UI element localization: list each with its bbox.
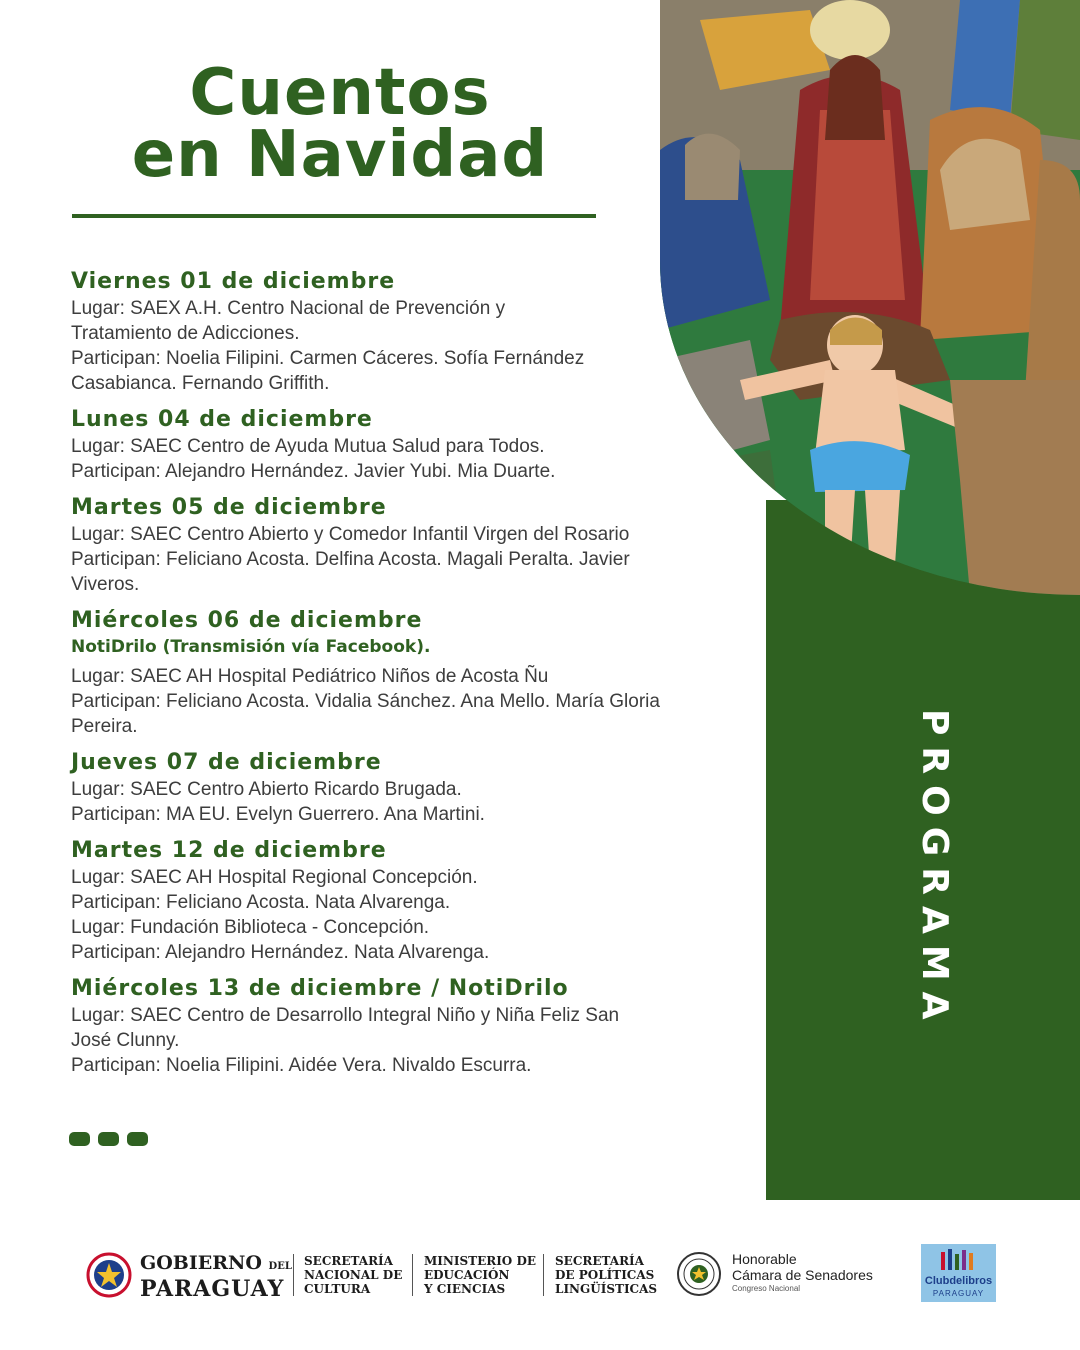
ministerio-educacion-logo — [424, 1254, 536, 1296]
secretaria-cultura-logo — [304, 1254, 402, 1296]
logo-separator — [412, 1254, 413, 1296]
entry-line: Lugar: SAEX A.H. Centro Nacional de Prevención y — [71, 298, 506, 319]
schedule-entry — [71, 837, 741, 965]
entry-line: Casabianca. Fernando Griffith. — [71, 373, 330, 394]
paraguay-word: PARAGUAY — [140, 1276, 285, 1302]
logo-text-line: DE POLÍTICAS — [555, 1268, 655, 1282]
page-title — [60, 56, 620, 192]
entry-line: Participan: Noelia Filipini. Carmen Cáceres. Sofía Fernández — [71, 348, 585, 369]
club-country: PARAGUAY — [932, 1289, 985, 1298]
entry-line: Participan: Alejandro Hernández. Nata Alvarenga. — [71, 942, 490, 963]
sponsor-logos-footer — [0, 1240, 1080, 1310]
entry-subtitle: NotiDrilo (Transmisión vía Facebook). — [71, 637, 431, 657]
entry-line: Lugar: SAEC Centro de Desarrollo Integral Niño y Niña Feliz San — [71, 1005, 620, 1026]
entry-line: Tratamiento de Adicciones. — [71, 323, 300, 344]
entry-date: Miércoles 13 de diciembre / NotiDrilo — [71, 976, 569, 1001]
title-divider — [72, 214, 596, 218]
entry-line: Lugar: SAEC AH Hospital Regional Concepción. — [71, 867, 478, 888]
schedule-entry — [71, 494, 741, 597]
schedule-entry — [71, 268, 741, 396]
entry-line: Participan: MA EU. Evelyn Guerrero. Ana Martini. — [71, 804, 485, 825]
senado-seal-icon — [676, 1251, 722, 1297]
club-de-libros-logo — [921, 1244, 996, 1302]
entry-line: Lugar: SAEC Centro Abierto y Comedor Infantil Virgen del Rosario — [71, 524, 630, 545]
dot — [69, 1132, 90, 1146]
entry-line: Participan: Feliciano Acosta. Nata Alvarenga. — [71, 892, 451, 913]
entry-date: Miércoles 06 de diciembre — [71, 608, 423, 633]
senado-line-2: Cámara de Senadores — [732, 1267, 873, 1283]
senado-logo — [732, 1251, 873, 1295]
entry-line: Participan: Noelia Filipini. Aidée Vera. Nivaldo Escurra. — [71, 1055, 532, 1076]
entry-date: Martes 12 de diciembre — [71, 838, 387, 863]
entry-line: Lugar: SAEC Centro Abierto Ricardo Brugada. — [71, 779, 462, 800]
logo-text-line: SECRETARÍA — [555, 1254, 644, 1268]
entry-line: Pereira. — [71, 716, 138, 737]
entry-line: Participan: Feliciano Acosta. Vidalia Sánchez. Ana Mello. María Gloria — [71, 691, 660, 712]
dot — [98, 1132, 119, 1146]
schedule-entry — [71, 607, 741, 739]
gobierno-word: GOBIERNO — [140, 1252, 262, 1274]
gobierno-paraguay-logo — [140, 1253, 292, 1301]
schedule-entry — [71, 975, 741, 1078]
logo-text-line: CULTURA — [304, 1282, 371, 1296]
entry-line: Viveros. — [71, 574, 140, 595]
title-line-1: Cuentos — [189, 56, 491, 130]
senado-line-3: Congreso Nacional — [732, 1284, 801, 1293]
programa-vertical-label: PROGRAMA — [914, 709, 955, 1031]
entry-line: José Clunny. — [71, 1030, 180, 1051]
logo-text-line: LINGÜÍSTICAS — [555, 1282, 658, 1296]
entry-date: Jueves 07 de diciembre — [71, 750, 382, 775]
entry-date: Martes 05 de diciembre — [71, 495, 387, 520]
entry-line: Lugar: SAEC AH Hospital Pediátrico Niños de Acosta Ñu — [71, 666, 549, 687]
decorative-dots — [69, 1132, 148, 1146]
logo-separator — [293, 1254, 294, 1296]
logo-text-line: MINISTERIO DE — [424, 1254, 536, 1268]
schedule-entry — [71, 749, 741, 827]
entry-line: Lugar: SAEC Centro de Ayuda Mutua Salud para Todos. — [71, 436, 545, 457]
del-word: DEL — [268, 1261, 292, 1272]
senado-line-1: Honorable — [732, 1251, 797, 1267]
entry-line: Participan: Alejandro Hernández. Javier Yubi. Mia Duarte. — [71, 461, 556, 482]
entry-line: Participan: Feliciano Acosta. Delfina Acosta. Magali Peralta. Javier — [71, 549, 630, 570]
entry-line: Lugar: Fundación Biblioteca - Concepción. — [71, 917, 430, 938]
title-line-2: en Navidad — [131, 118, 549, 192]
entry-date: Lunes 04 de diciembre — [71, 407, 373, 432]
logo-text-line: SECRETARÍA — [304, 1254, 393, 1268]
secretaria-linguisticas-logo — [555, 1254, 657, 1296]
logo-text-line: NACIONAL DE — [304, 1268, 403, 1282]
schedule-entry — [71, 406, 741, 484]
entry-date: Viernes 01 de diciembre — [71, 269, 396, 294]
logo-text-line: EDUCACIÓN — [424, 1268, 510, 1282]
dot — [127, 1132, 148, 1146]
club-word: Clubdelibros — [924, 1275, 993, 1287]
logo-text-line: Y CIENCIAS — [424, 1282, 506, 1296]
gobierno-star-emblem-icon — [86, 1252, 132, 1298]
schedule-list — [71, 268, 741, 1088]
books-icon — [921, 1244, 996, 1274]
logo-separator — [543, 1254, 544, 1296]
